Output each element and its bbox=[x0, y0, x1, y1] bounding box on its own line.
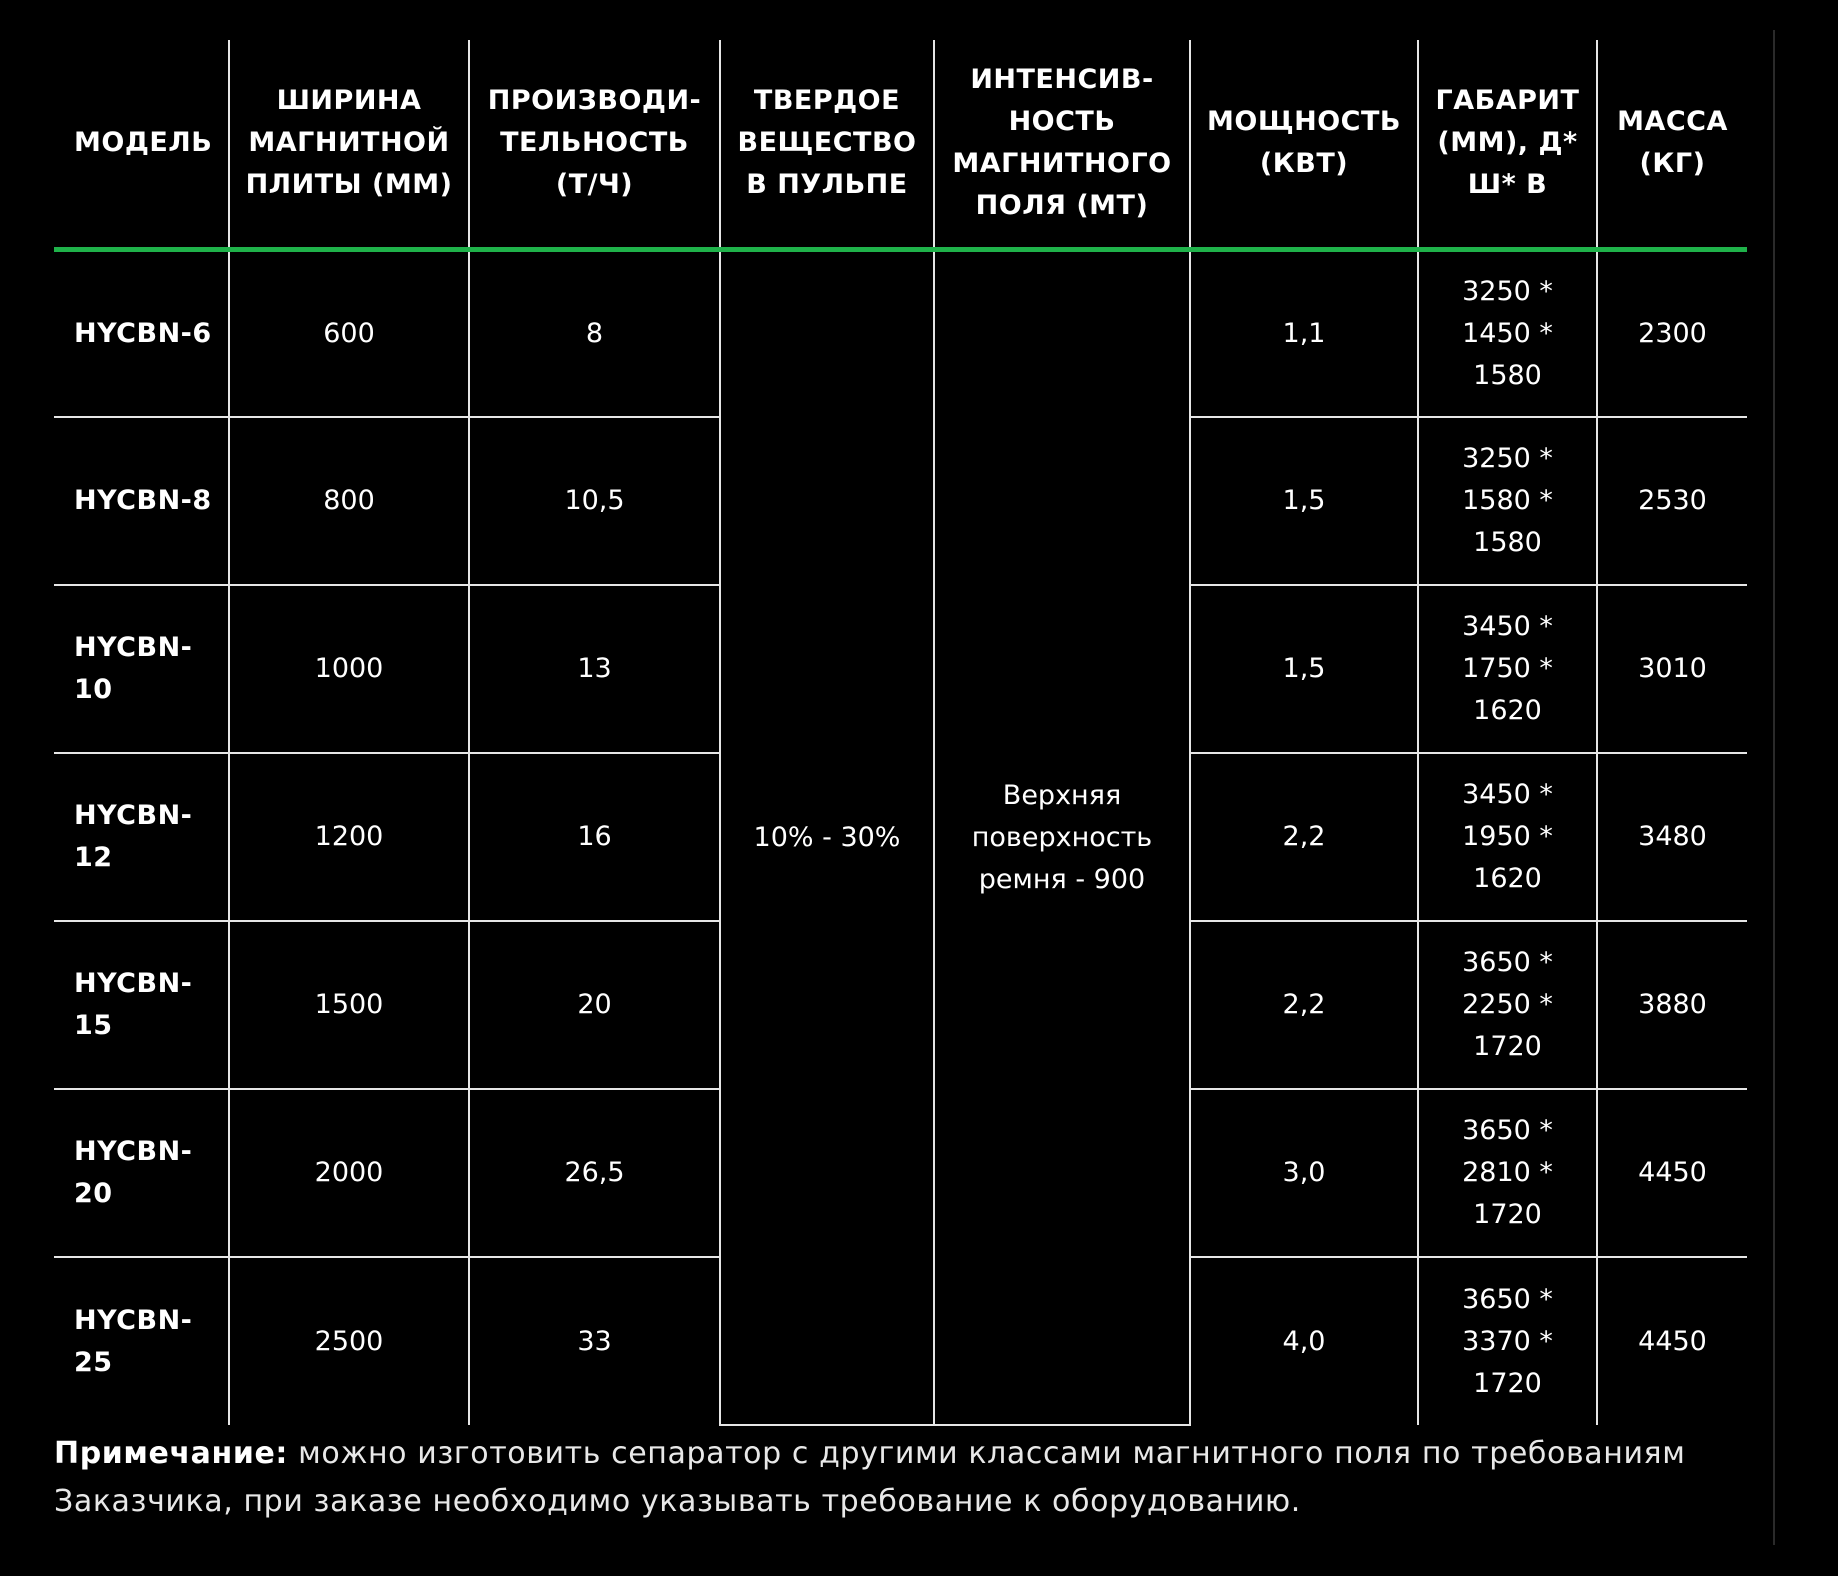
header-plate-width: ШИРИНА МАГНИТНОЙ ПЛИТЫ (ММ) bbox=[229, 40, 469, 249]
model-cell: HYCBN-25 bbox=[74, 1304, 193, 1378]
dim-height: 1620 bbox=[1473, 695, 1542, 726]
mass-cell: 3480 bbox=[1597, 753, 1747, 921]
header-field-intensity: ИНТЕНСИВ-НОСТЬ МАГНИТНОГО ПОЛЯ (МТ) bbox=[934, 40, 1190, 249]
dimensions-cell bbox=[1418, 1089, 1597, 1257]
width-cell: 2000 bbox=[229, 1089, 469, 1257]
dim-length: 3250 * bbox=[1462, 443, 1553, 474]
dim-width: 2250 * bbox=[1462, 989, 1553, 1020]
dimensions-cell bbox=[1418, 921, 1597, 1089]
mass-cell: 3010 bbox=[1597, 585, 1747, 753]
width-cell: 800 bbox=[229, 417, 469, 585]
header-model: МОДЕЛЬ bbox=[54, 40, 229, 249]
dimensions-cell bbox=[1418, 753, 1597, 921]
model-cell: HYCBN-10 bbox=[54, 585, 229, 753]
dimensions-cell bbox=[1418, 417, 1597, 585]
field-intensity-text: Верхняя поверхность ремня - 900 bbox=[971, 779, 1153, 895]
width-cell: 1500 bbox=[229, 921, 469, 1089]
width-cell: 600 bbox=[229, 249, 469, 417]
model-cell: HYCBN-12 bbox=[54, 753, 229, 921]
power-cell: 1,5 bbox=[1190, 417, 1418, 585]
dim-height: 1720 bbox=[1473, 1367, 1542, 1399]
dim-height: 1720 bbox=[1473, 1031, 1542, 1062]
spec-table bbox=[54, 40, 1747, 1426]
header-mass: МАССА (КГ) bbox=[1597, 40, 1747, 249]
power-cell: 3,0 bbox=[1190, 1089, 1418, 1257]
capacity-cell: 13 bbox=[469, 585, 720, 753]
dim-length: 3450 * bbox=[1462, 611, 1553, 642]
model-cell: HYCBN-6 bbox=[54, 249, 229, 417]
footnote bbox=[54, 1430, 1754, 1526]
mass-cell: 4450 bbox=[1597, 1089, 1747, 1257]
mass-cell: 3880 bbox=[1597, 921, 1747, 1089]
header-capacity: ПРОИЗВОДИ-ТЕЛЬНОСТЬ (Т/Ч) bbox=[469, 40, 720, 249]
table-body bbox=[54, 249, 1747, 1425]
model-cell: HYCBN-15 bbox=[54, 921, 229, 1089]
header-power: МОЩНОСТЬ (КВТ) bbox=[1190, 40, 1418, 249]
dim-width: 3370 * bbox=[1462, 1325, 1553, 1357]
table-row bbox=[54, 249, 1747, 417]
width-cell: 2500 bbox=[229, 1257, 469, 1425]
model-cell: HYCBN-8 bbox=[54, 417, 229, 585]
dim-length: 3650 * bbox=[1462, 947, 1553, 978]
dim-width: 1950 * bbox=[1462, 821, 1553, 852]
footnote-text: можно изготовить сепаратор с другими классами магнитного поля по требованиям Заказчика, при заказе необходимо указывать требование к оборудованию. bbox=[54, 1436, 1686, 1519]
dim-width: 1580 * bbox=[1462, 485, 1553, 516]
dim-height: 1720 bbox=[1473, 1199, 1542, 1230]
power-cell: 4,0 bbox=[1190, 1257, 1418, 1425]
header-row bbox=[54, 40, 1747, 249]
capacity-cell: 33 bbox=[469, 1257, 720, 1425]
dim-height: 1580 bbox=[1473, 527, 1542, 558]
mass-cell: 2530 bbox=[1597, 417, 1747, 585]
dim-width: 1750 * bbox=[1462, 653, 1553, 684]
table-header bbox=[54, 40, 1747, 249]
capacity-cell: 16 bbox=[469, 753, 720, 921]
dim-width: 2810 * bbox=[1462, 1157, 1553, 1188]
dim-length: 3250 * bbox=[1462, 275, 1553, 307]
dim-height: 1580 bbox=[1473, 359, 1542, 391]
solids-cell: 10% - 30% bbox=[720, 249, 934, 1425]
model-cell: HYCBN-20 bbox=[54, 1089, 229, 1257]
dimensions-cell bbox=[1418, 249, 1597, 417]
power-cell: 1,1 bbox=[1190, 249, 1418, 417]
header-solids: ТВЕРДОЕ ВЕЩЕСТВО В ПУЛЬПЕ bbox=[720, 40, 934, 249]
capacity-cell: 26,5 bbox=[469, 1089, 720, 1257]
footnote-label: Примечание: bbox=[54, 1436, 289, 1471]
field-intensity-cell bbox=[934, 249, 1190, 1425]
power-cell: 2,2 bbox=[1190, 753, 1418, 921]
capacity-cell: 10,5 bbox=[469, 417, 720, 585]
dim-width: 1450 * bbox=[1462, 317, 1553, 349]
width-cell: 1200 bbox=[229, 753, 469, 921]
dimensions-cell bbox=[1418, 1257, 1597, 1425]
dim-length: 3650 * bbox=[1462, 1115, 1553, 1146]
capacity-cell: 8 bbox=[469, 249, 720, 417]
power-cell: 1,5 bbox=[1190, 585, 1418, 753]
mass-cell: 2300 bbox=[1597, 249, 1747, 417]
power-cell: 2,2 bbox=[1190, 921, 1418, 1089]
dimensions-cell bbox=[1418, 585, 1597, 753]
edge-divider bbox=[1773, 30, 1775, 1545]
width-cell: 1000 bbox=[229, 585, 469, 753]
dim-height: 1620 bbox=[1473, 863, 1542, 894]
capacity-cell: 20 bbox=[469, 921, 720, 1089]
dim-length: 3650 * bbox=[1462, 1283, 1553, 1315]
mass-cell: 4450 bbox=[1597, 1257, 1747, 1425]
header-dimensions: ГАБАРИТ (ММ), Д* Ш* В bbox=[1418, 40, 1597, 249]
dim-length: 3450 * bbox=[1462, 779, 1553, 810]
